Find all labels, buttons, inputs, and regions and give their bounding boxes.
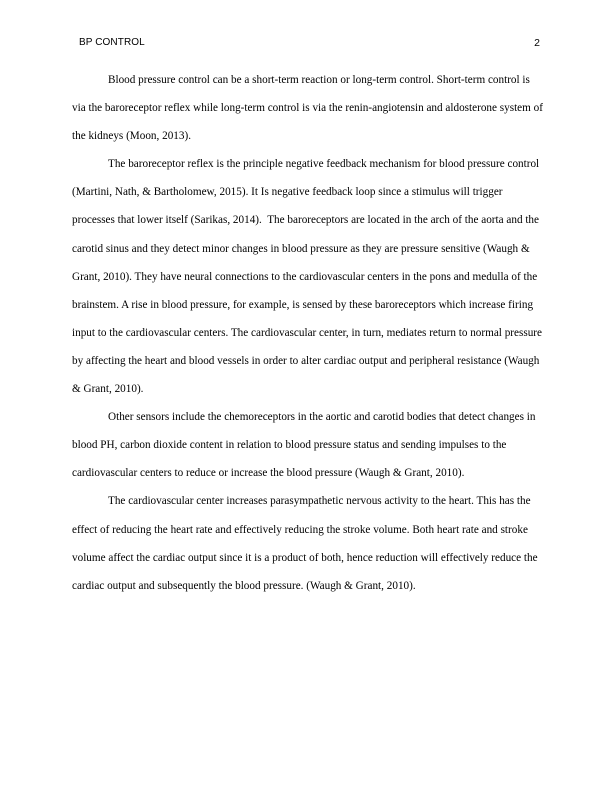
- paragraph-cardiovascular-center: The cardiovascular center increases parasympathetic nervous activity to the heart. This has the effect of reducing the heart rate and effectively reducing the stroke volume. Both heart rate and stroke volume affect the cardiac output since it is a product of both, hence reduction will effectively reduce the cardiac output and subsequently the blood pressure. (Waugh & Grant, 2010).: [72, 495, 541, 592]
- paragraph-chemoreceptors: Other sensors include the chemoreceptors in the aortic and carotid bodies that detect changes in blood PH, carbon dioxide content in relation to blood pressure status and sending impulses to the cardiovascular centers to reduce or increase the blood pressure (Waugh & Grant, 2010).: [72, 411, 539, 480]
- running-head: BP CONTROL: [79, 37, 145, 48]
- paragraph-bp-control-overview: Blood pressure control can be a short-term reaction or long-term control. Short-term control is via the baroreceptor reflex while long-term control is via the renin-angiotensin and aldosterone system of the kidneys (Moon, 2013).: [72, 74, 546, 143]
- page-number: 2: [534, 37, 540, 49]
- body-text: [72, 66, 544, 600]
- paragraph-baroreceptor-reflex: The baroreceptor reflex is the principle negative feedback mechanism for blood pressure control (Martini, Nath, & Bartholomew, 2015). It Is negative feedback loop since a stimulus will trigger processes that lower itself (Sarikas, 2014). The baroreceptors are located in the arch of the aorta and the carotid sinus and they detect minor changes in blood pressure as they are pressure sensitive (Waugh & Grant, 2010). They have neural connections to the cardiovascular centers in the pons and medulla of the brainstem. A rise in blood pressure, for example, is sensed by these baroreceptors which increase firing input to the cardiovascular centers. The cardiovascular center, in turn, mediates return to normal pressure by affecting the heart and blood vessels in order to alter cardiac output and peripheral resistance (Waugh & Grant, 2010).: [72, 158, 545, 396]
